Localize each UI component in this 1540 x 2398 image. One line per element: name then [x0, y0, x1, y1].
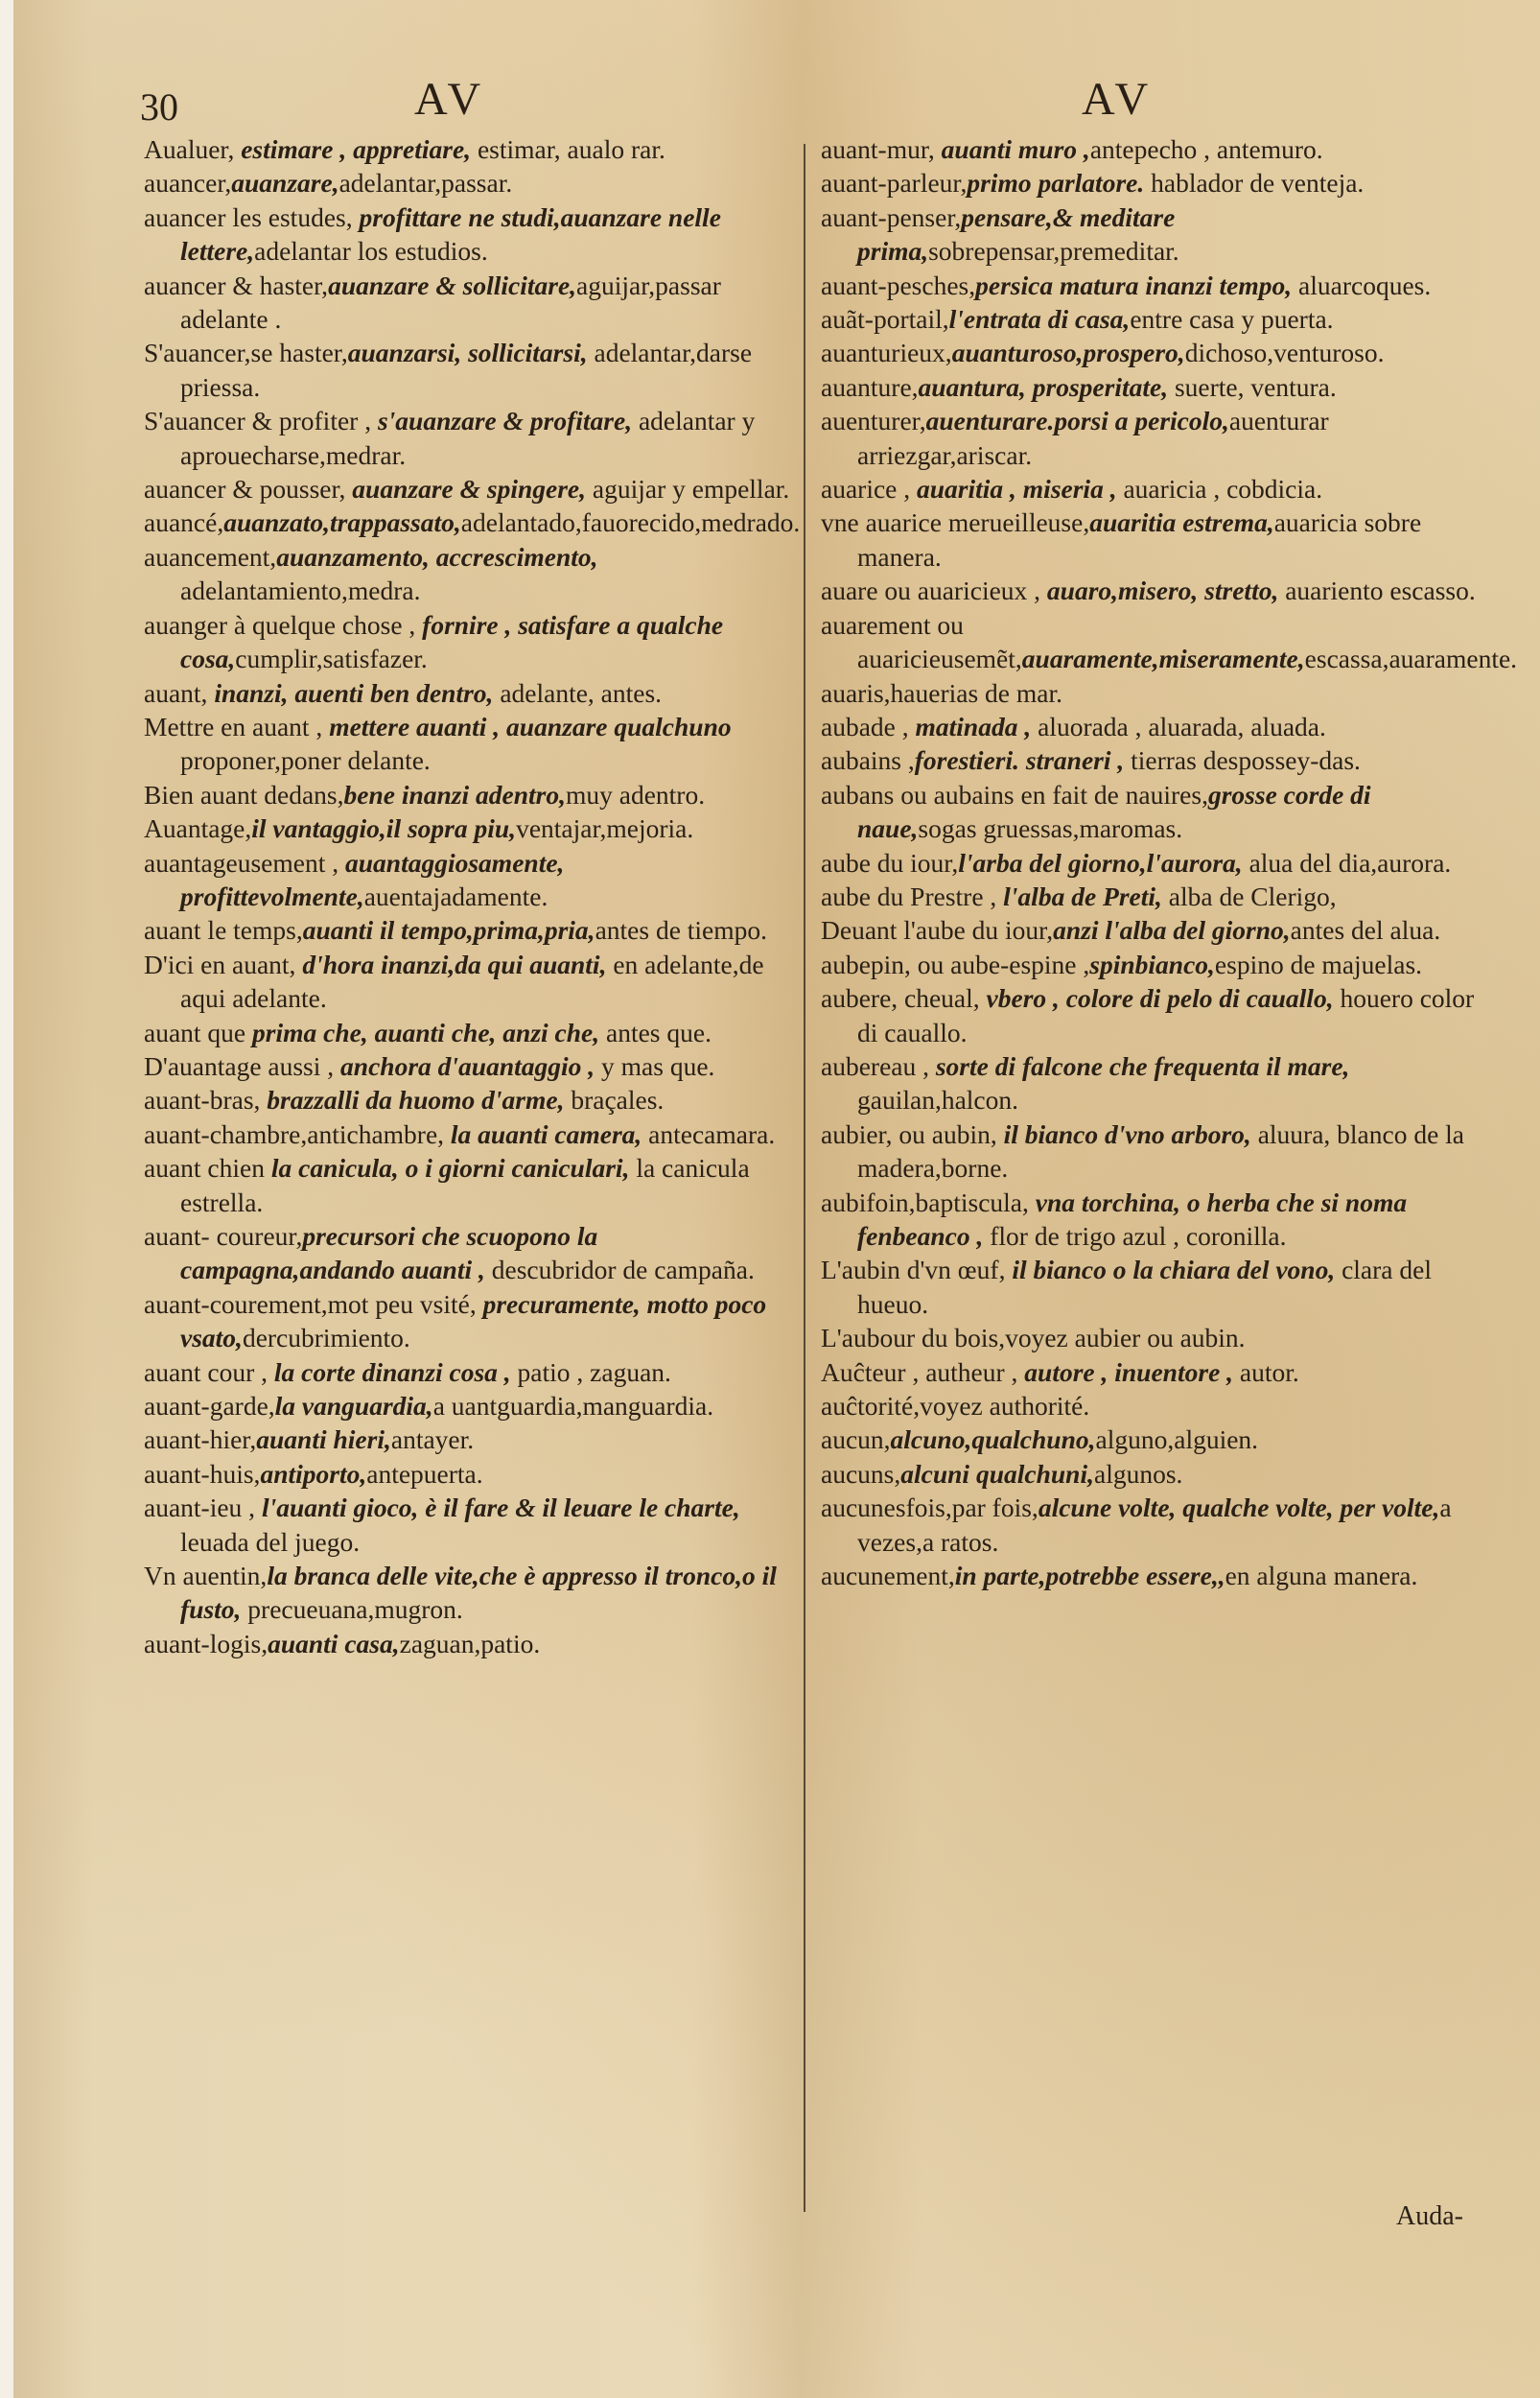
dictionary-entry	[144, 1287, 805, 1355]
entry-headword: auaris,	[821, 677, 891, 708]
entry-italian: precursori che scuopono la campagna,andando auanti ,	[180, 1221, 598, 1285]
entry-spanish: en adelante,de aqui adelante.	[180, 949, 764, 1014]
entry-headword: auancé,	[144, 507, 224, 538]
dictionary-entry	[821, 166, 1482, 200]
dictionary-entry	[821, 302, 1482, 336]
dictionary-entry	[144, 846, 805, 914]
entry-italian: auanti il tempo,prima,pria,	[302, 915, 595, 946]
dictionary-entry	[821, 472, 1482, 505]
entry-italian: autore , inuentore ,	[1017, 1356, 1234, 1387]
entry-headword: auant chien	[144, 1153, 265, 1184]
page-edge	[0, 0, 13, 2398]
entry-headword: auarement ou auaricieusemẽt,	[821, 609, 1022, 674]
dictionary-entry	[144, 472, 805, 505]
entry-headword: auant-huis,	[144, 1458, 261, 1489]
entry-headword: Vn auentin,	[144, 1561, 268, 1591]
entry-italian: la auanti camera,	[444, 1118, 642, 1149]
dictionary-entry	[821, 710, 1482, 743]
entry-headword: auant-hier,	[144, 1424, 257, 1455]
dictionary-entry	[144, 1117, 805, 1151]
entry-spanish: alua del dia,aurora.	[1242, 847, 1452, 878]
entry-headword: Auantage,	[144, 813, 252, 844]
dictionary-entry	[144, 1389, 805, 1422]
dictionary-entry	[821, 1321, 1482, 1354]
dictionary-entry	[144, 913, 805, 947]
entry-italian: precuramente, motto poco vsato,	[180, 1288, 767, 1353]
entry-italian: matinada ,	[908, 711, 1032, 741]
entry-italian: la canicula, o i giorni caniculari,	[264, 1153, 630, 1184]
catchword: Auda-	[1396, 2201, 1463, 2231]
entry-headword: auant-bras,	[144, 1085, 261, 1116]
entry-headword: auĉtorité,voyez authorité.	[821, 1391, 1090, 1422]
entry-spanish: aguijar y empellar.	[586, 474, 790, 505]
entry-spanish: proponer,poner delante.	[180, 745, 431, 776]
entry-headword: auant- coureur,	[144, 1221, 303, 1251]
column-left	[144, 132, 805, 1660]
entry-headword: auarice ,	[821, 474, 911, 505]
entry-headword: auancer,	[144, 168, 232, 199]
entry-headword: L'aubin d'vn œuf,	[821, 1255, 1006, 1285]
dictionary-entry	[144, 1422, 805, 1456]
entry-italian: il bianco o la chiara del vono,	[1005, 1255, 1336, 1285]
entry-spanish: zaguan,patio.	[399, 1628, 541, 1658]
entry-headword: aucun,	[821, 1424, 891, 1455]
entry-headword: auant le temps,	[144, 915, 303, 946]
entry-spanish: auaricia sobre manera.	[857, 507, 1422, 572]
entry-headword: D'auantage aussi ,	[144, 1050, 335, 1081]
dictionary-entry	[144, 1151, 805, 1219]
running-header-right: AV	[1082, 74, 1155, 125]
dictionary-entry	[144, 811, 805, 845]
dictionary-entry	[144, 1219, 805, 1287]
entry-spanish: cumplir,satisfazer.	[235, 644, 428, 674]
entry-italian: prima che, auanti che, anzi che,	[245, 1017, 600, 1047]
entry-italian: il vantaggio,il sopra piu,	[251, 813, 517, 844]
dictionary-entry	[821, 981, 1482, 1049]
entry-italian: grosse corde di naue,	[857, 779, 1371, 844]
entry-spanish: muy adentro.	[565, 779, 706, 810]
entry-headword: auant-ieu ,	[144, 1493, 256, 1523]
dictionary-entry	[144, 710, 805, 778]
entry-italian: mettere auanti , auanzare qualchuno	[322, 711, 732, 741]
entry-italian: auanzare,	[231, 168, 339, 199]
dictionary-entry	[821, 913, 1482, 947]
dictionary-entry	[144, 1457, 805, 1491]
entry-italian: l'alba de Preti,	[996, 881, 1162, 911]
entry-spanish: adelante, antes.	[493, 677, 663, 708]
entry-headword: auant cour ,	[144, 1356, 268, 1387]
entry-headword: Mettre en auant ,	[144, 711, 323, 741]
dictionary-entry	[821, 608, 1518, 676]
entry-headword: Deuant l'aube du iour,	[821, 915, 1054, 946]
entry-italian: antiporto,	[260, 1458, 367, 1489]
entry-spanish: adelantar,darse priessa.	[180, 338, 753, 402]
entry-spanish: auenturar arriezgar,ariscar.	[857, 406, 1329, 470]
entry-spanish: houero color di cauallo.	[857, 983, 1475, 1047]
entry-italian: forestieri. straneri ,	[914, 745, 1125, 776]
entry-italian: auantura, prosperitate,	[918, 371, 1169, 402]
entry-headword: auancement,	[144, 541, 277, 572]
entry-italian: auantaggiosamente, profittevolmente,	[180, 847, 565, 911]
entry-italian: auanturoso,prospero,	[951, 338, 1185, 368]
entry-italian: auaritia , miseria ,	[910, 474, 1117, 505]
entry-spanish: leuada del juego.	[180, 1526, 361, 1557]
entry-italian: bene inanzi adentro,	[343, 779, 566, 810]
entry-spanish: dercubrimiento.	[242, 1323, 410, 1353]
entry-italian: s'auanzare & profitare,	[371, 406, 633, 436]
entry-spanish: dichoso,venturoso.	[1184, 338, 1385, 368]
dictionary-entry	[821, 269, 1482, 302]
entry-spanish: antepuerta.	[366, 1458, 483, 1489]
entry-spanish: sogas gruessas,maromas.	[918, 813, 1183, 844]
dictionary-entry	[821, 1457, 1482, 1491]
entry-italian: anchora d'auantaggio ,	[334, 1050, 595, 1081]
dictionary-entry	[144, 608, 805, 676]
dictionary-entry	[821, 1186, 1482, 1254]
entry-spanish: aguijar,passar adelante .	[180, 270, 721, 335]
entry-headword: auant que	[144, 1017, 246, 1047]
dictionary-entry	[144, 1016, 805, 1049]
dictionary-entry	[144, 336, 805, 404]
dictionary-entry	[821, 1389, 1482, 1422]
entry-headword: auant-logis,	[144, 1628, 268, 1658]
entry-headword: vne auarice merueilleuse,	[821, 507, 1090, 538]
entry-italian: auanti casa,	[268, 1628, 400, 1658]
dictionary-entry	[144, 166, 805, 200]
entry-headword: aubere, cheual,	[821, 983, 980, 1014]
dictionary-entry	[821, 846, 1482, 880]
entry-spanish: flor de trigo azul , coronilla.	[983, 1221, 1287, 1251]
entry-italian: auaro,misero, stretto,	[1040, 576, 1279, 606]
entry-headword: auancer les estudes,	[144, 201, 353, 232]
entry-spanish: adelantar,passar.	[338, 168, 513, 199]
entry-headword: Auĉteur , autheur ,	[821, 1356, 1018, 1387]
dictionary-entry	[821, 948, 1482, 981]
entry-spanish: en alguna manera.	[1225, 1561, 1418, 1591]
dictionary-entry	[821, 743, 1482, 777]
entry-italian: auanzato,trappassato,	[223, 507, 461, 538]
entry-italian: primo parlatore.	[967, 168, 1145, 199]
entry-spanish: adelantar los estudios.	[254, 236, 488, 267]
dictionary-entry	[144, 404, 805, 472]
entry-spanish: tierras despossey-das.	[1124, 745, 1361, 776]
entry-spanish: hauerias de mar.	[890, 677, 1062, 708]
entry-spanish: algunos.	[1094, 1458, 1183, 1489]
entry-italian: sorte di falcone che frequenta il mare,	[928, 1050, 1350, 1081]
entry-spanish: clara del hueuo.	[857, 1255, 1432, 1319]
entry-headword: aucunement,	[821, 1561, 955, 1591]
entry-headword: auant,	[144, 677, 208, 708]
entry-headword: Bien auant dedans,	[144, 779, 344, 810]
running-header-left: AV	[414, 74, 487, 125]
entry-spanish: auaricia , cobdicia.	[1116, 474, 1323, 505]
entry-headword: auancer & haster,	[144, 270, 329, 300]
entry-spanish: a uantguardia,manguardia.	[432, 1391, 714, 1422]
entry-spanish: braçales.	[564, 1085, 665, 1116]
dictionary-entry	[144, 1355, 805, 1389]
entry-spanish: a vezes,a ratos.	[857, 1493, 1452, 1557]
entry-spanish: patio , zaguan.	[510, 1356, 671, 1387]
entry-spanish: alguno,alguien.	[1095, 1424, 1259, 1455]
entry-headword: auancer & pousser,	[144, 474, 346, 505]
entry-italian: auanti hieri,	[256, 1424, 391, 1455]
dictionary-entry	[821, 880, 1482, 913]
dictionary-entry	[144, 269, 805, 337]
entry-headword: auant-chambre,antichambre,	[144, 1118, 445, 1149]
dictionary-entry	[144, 1491, 805, 1559]
dictionary-entry	[144, 676, 805, 710]
entry-headword: aucunesfois,par fois,	[821, 1493, 1038, 1523]
dictionary-entry	[821, 1253, 1482, 1321]
entry-italian: auanzarsi, sollicitarsi,	[347, 338, 588, 368]
entry-italian: l'entrata di casa,	[948, 304, 1131, 335]
entry-headword: auant-penser,	[821, 201, 962, 232]
entry-spanish: hablador de venteja.	[1144, 168, 1365, 199]
entry-italian: spinbianco,	[1089, 949, 1215, 979]
entry-italian: vbero , colore di pelo di cauallo,	[979, 983, 1334, 1014]
entry-italian: vna torchina, o herba che si noma fenbeanco ,	[857, 1187, 1408, 1251]
entry-italian: fornire , satisfare a qualche cosa,	[180, 609, 724, 674]
entry-headword: aucuns,	[821, 1458, 901, 1489]
dictionary-entry	[144, 505, 805, 539]
entry-italian: auanzare & spingere,	[345, 474, 587, 505]
entry-italian: il bianco d'vno arboro,	[996, 1118, 1251, 1149]
dictionary-entry	[821, 1559, 1482, 1592]
entry-spanish: y mas que.	[595, 1050, 715, 1081]
entry-headword: aubans ou aubains en fait de nauires,	[821, 779, 1208, 810]
entry-headword: aubereau ,	[821, 1050, 929, 1081]
entry-italian: in parte,potrebbe essere,,	[954, 1561, 1225, 1591]
entry-spanish: alba de Clerigo,	[1161, 881, 1337, 911]
entry-spanish: aluura, blanco de la madera,borne.	[857, 1118, 1465, 1184]
entry-italian: auaritia estrema,	[1089, 507, 1274, 538]
entry-spanish: adelantado,fauorecido,medrado.	[460, 507, 801, 538]
entry-spanish: autor.	[1233, 1356, 1299, 1387]
dictionary-entry	[821, 404, 1482, 472]
dictionary-entry	[821, 778, 1482, 846]
entry-italian: auanzare & sollicitare,	[328, 270, 577, 300]
entry-headword: auant-parleur,	[821, 168, 968, 199]
dictionary-entry	[144, 1627, 805, 1660]
entry-spanish: aluorada , aluarada, aluada.	[1031, 711, 1326, 741]
entry-spanish: gauilan,halcon.	[857, 1085, 1018, 1116]
dictionary-entry	[821, 132, 1482, 166]
dictionary-entry	[821, 574, 1482, 607]
dictionary-entry	[144, 200, 805, 269]
entry-spanish: precueuana,mugron.	[241, 1594, 463, 1625]
entry-headword: auenturer,	[821, 406, 926, 436]
entry-headword: auant-garde,	[144, 1391, 275, 1422]
dictionary-entry	[144, 1049, 805, 1083]
entry-italian: brazzalli da huomo d'arme,	[260, 1085, 565, 1116]
entry-headword: auare ou auaricieux ,	[821, 576, 1041, 606]
entry-spanish: entre casa y puerta.	[1130, 304, 1334, 335]
entry-headword: aubifoin,baptiscula,	[821, 1187, 1029, 1217]
entry-headword: aubains ,	[821, 745, 915, 776]
entry-spanish: adelantar y aprouecharse,medrar.	[180, 406, 756, 470]
dictionary-entry	[821, 676, 1482, 710]
entry-spanish: adelantamiento,medra.	[180, 576, 421, 606]
dictionary-entry	[144, 1083, 805, 1117]
entry-spanish: aluarcoques.	[1292, 270, 1432, 300]
dictionary-entry	[144, 132, 805, 166]
entry-spanish: auentajadamente.	[363, 881, 548, 911]
entry-headword: auãt-portail,	[821, 304, 949, 335]
entry-headword: aubier, ou aubin,	[821, 1118, 997, 1149]
entry-italian: profittare ne studi,auanzare nelle lettere,	[180, 201, 721, 267]
dictionary-entry	[821, 1422, 1482, 1456]
entry-italian: persica matura inanzi tempo,	[975, 270, 1293, 300]
column-right	[821, 132, 1518, 1592]
entry-spanish: sobrepensar,premeditar.	[928, 236, 1179, 267]
dictionary-entry	[821, 370, 1482, 404]
entry-headword: S'auancer & profiter ,	[144, 406, 372, 436]
entry-italian: alcune volte, qualche volte, per volte,	[1038, 1493, 1440, 1523]
entry-italian: anzi l'alba del giorno,	[1053, 915, 1291, 946]
entry-italian: alcuno,qualchuno,	[890, 1424, 1096, 1455]
entry-spanish: ventajar,mejoria.	[516, 813, 694, 844]
entry-spanish: antayer.	[390, 1424, 475, 1455]
entry-italian: la vanguardia,	[274, 1391, 433, 1422]
dictionary-entry	[821, 1117, 1482, 1186]
entry-headword: auantageusement ,	[144, 847, 339, 878]
entry-spanish: escassa,auaramente.	[1304, 644, 1518, 674]
dictionary-entry	[821, 200, 1482, 269]
page-number: 30	[140, 85, 178, 129]
entry-headword: auant-courement,mot peu vsité,	[144, 1288, 477, 1319]
entry-headword: aube du Prestre ,	[821, 881, 997, 911]
dictionary-entry	[144, 1559, 805, 1627]
entry-spanish: espino de majuelas.	[1214, 949, 1423, 979]
entry-spanish: antepecho , antemuro.	[1089, 134, 1323, 164]
entry-headword: L'aubour du bois,voyez aubier ou aubin.	[821, 1323, 1246, 1353]
entry-headword: D'ici en auant,	[144, 949, 296, 979]
dictionary-entry	[821, 336, 1482, 369]
entry-spanish: antecamara.	[642, 1118, 776, 1149]
entry-italian: la branca delle vite,che è appresso il tronco,o il fusto,	[180, 1561, 777, 1625]
entry-spanish: estimar, aualo rar.	[471, 134, 665, 164]
entry-italian: estimare , appretiare,	[234, 134, 472, 164]
entry-italian: l'arba del giorno,l'aurora,	[958, 847, 1243, 878]
dictionary-entry	[144, 778, 805, 811]
entry-italian: l'auanti gioco, è il fare & il leuare le charte,	[255, 1493, 740, 1523]
dictionary-entry	[144, 948, 805, 1016]
entry-italian: auanti muro ,	[934, 134, 1090, 164]
entry-headword: auanturieux,	[821, 338, 952, 368]
entry-spanish: la canicula estrella.	[180, 1153, 750, 1217]
entry-italian: la corte dinanzi cosa ,	[268, 1356, 511, 1387]
entry-spanish: antes que.	[599, 1017, 712, 1047]
dictionary-entry	[821, 1049, 1482, 1117]
entry-headword: aube du iour,	[821, 847, 959, 878]
entry-spanish: auariento escasso.	[1278, 576, 1476, 606]
entry-headword: auant-mur,	[821, 134, 935, 164]
entry-headword: auant-pesches,	[821, 270, 976, 300]
entry-headword: S'auancer,se haster,	[144, 338, 348, 368]
entry-italian: pensare,& meditare prima,	[857, 201, 1176, 267]
entry-spanish: suerte, ventura.	[1168, 371, 1337, 402]
entry-italian: inanzi, auenti ben dentro,	[207, 677, 494, 708]
entry-italian: auenturare.porsi a pericolo,	[925, 406, 1229, 436]
entry-headword: auanture,	[821, 371, 919, 402]
entry-spanish: antes del alua.	[1290, 915, 1441, 946]
dictionary-entry	[144, 540, 805, 608]
entry-headword: aubepin, ou aube-espine ,	[821, 949, 1090, 979]
dictionary-entry	[821, 505, 1482, 574]
dictionary-entry	[821, 1491, 1482, 1559]
entry-headword: Aualuer,	[144, 134, 235, 164]
entry-italian: alcuni qualchuni,	[900, 1458, 1094, 1489]
entry-headword: auanger à quelque chose ,	[144, 609, 416, 640]
entry-headword: aubade ,	[821, 711, 909, 741]
dictionary-entry	[821, 1355, 1482, 1389]
entry-italian: d'hora inanzi,da qui auanti,	[295, 949, 607, 979]
entry-italian: auanzamento, accrescimento,	[276, 541, 598, 572]
entry-spanish: descubridor de campaña.	[484, 1255, 755, 1285]
entry-spanish: antes de tiempo.	[595, 915, 768, 946]
entry-italian: auaramente,miseramente,	[1021, 644, 1305, 674]
